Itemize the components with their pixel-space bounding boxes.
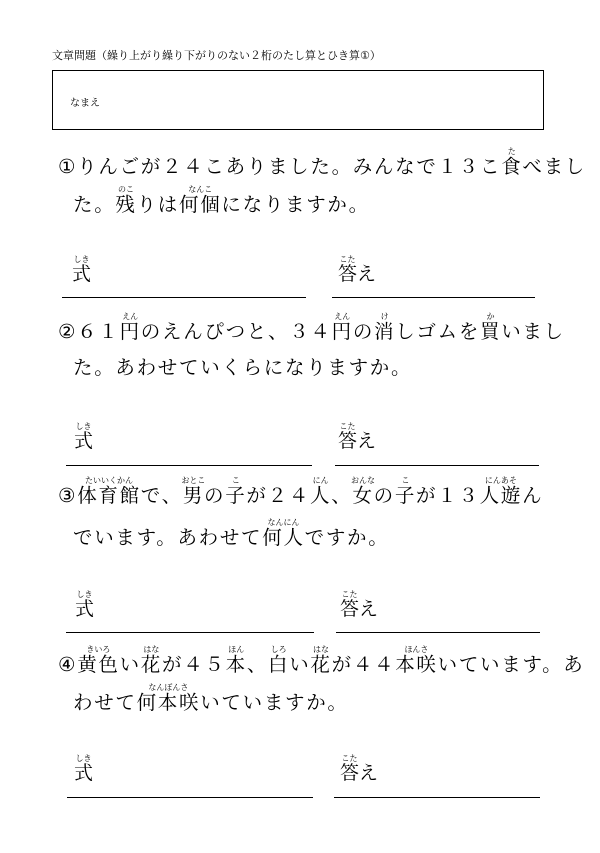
- problem-text: 、: [246, 653, 269, 676]
- problem-text: が４５: [162, 653, 226, 676]
- problem-text: いています。あ: [437, 653, 585, 676]
- furigana-word: 食た: [501, 147, 523, 178]
- furigana-reading: こた: [338, 422, 357, 431]
- furigana-reading: こた: [340, 590, 359, 599]
- problem-3-line-2: [73, 518, 389, 550]
- furigana-word: 子こ: [225, 476, 247, 507]
- formula-answer-line[interactable]: [66, 465, 312, 466]
- furigana-reading: きいろ: [77, 645, 120, 654]
- shiki-label: [74, 754, 93, 785]
- problem-text: のえんぴつと、３４: [140, 320, 332, 343]
- furigana-word: 体育館たいいくかん: [77, 476, 141, 507]
- furigana-reading: のこ: [115, 185, 137, 194]
- problem-text: いまし: [501, 320, 565, 343]
- furigana-word: 消け: [374, 312, 396, 343]
- furigana-reading: こ: [225, 476, 247, 485]
- problem-text: になりますか。: [221, 193, 370, 216]
- problem-1-line-2: [73, 185, 370, 217]
- problem-text: でいます。あわせて: [73, 526, 263, 549]
- problem-text: の: [204, 484, 226, 507]
- furigana-reading: にんあそ: [479, 476, 523, 485]
- answer-line[interactable]: [334, 797, 540, 798]
- label-tail: え: [357, 430, 377, 452]
- problem-text: 、: [331, 484, 353, 507]
- furigana-reading: たいいくかん: [77, 476, 141, 485]
- furigana-reading: おとこ: [181, 476, 206, 485]
- kotae-label: [340, 754, 378, 785]
- problem-text: の: [352, 320, 375, 343]
- furigana-reading: しき: [74, 754, 93, 763]
- problem-text: ですか。: [304, 526, 390, 549]
- problem-text: の: [373, 484, 395, 507]
- problem-text: が４４: [331, 653, 396, 676]
- formula-answer-line[interactable]: [66, 632, 314, 633]
- furigana-reading: しき: [72, 255, 91, 264]
- furigana-word: 花はな: [310, 645, 332, 676]
- furigana-word: 円えん: [331, 312, 353, 343]
- answer-line[interactable]: [336, 632, 540, 633]
- label-word: 式しき: [74, 754, 94, 784]
- problem-text: いていますか。: [200, 691, 349, 714]
- furigana-reading: ほんさ: [395, 645, 438, 654]
- furigana-word: 円えん: [119, 312, 141, 343]
- kotae-label: [338, 422, 376, 453]
- shiki-label: [74, 422, 93, 453]
- furigana-reading: おんな: [351, 476, 376, 485]
- furigana-reading: なんにん: [262, 518, 305, 527]
- furigana-reading: こた: [338, 255, 357, 264]
- furigana-word: 花はな: [140, 645, 162, 676]
- problem-text: ん: [522, 484, 544, 507]
- furigana-reading: しき: [75, 590, 94, 599]
- label-word: 式しき: [74, 422, 94, 452]
- furigana-word: 本ほん: [225, 645, 247, 676]
- name-box[interactable]: [52, 70, 544, 130]
- furigana-word: 男おとこ: [181, 476, 206, 507]
- problem-2-line-2: [73, 352, 412, 380]
- furigana-reading: しろ: [268, 645, 290, 654]
- furigana-word: 女おんな: [351, 476, 376, 507]
- furigana-reading: ほん: [225, 645, 247, 654]
- furigana-word: 何個なんこ: [179, 185, 222, 216]
- furigana-reading: しき: [74, 422, 93, 431]
- problem-text: い: [119, 653, 141, 676]
- furigana-reading: にん: [310, 476, 332, 485]
- shiki-label: [72, 255, 91, 286]
- problem-text: ①りんごが２４こありました。みんなで１３こ: [58, 155, 502, 178]
- problem-4-line-1: [58, 645, 584, 677]
- label-word: 式しき: [72, 255, 92, 285]
- furigana-reading: なんこ: [179, 185, 222, 194]
- furigana-reading: なんぼんさ: [136, 683, 201, 692]
- problem-text: が２４: [246, 484, 311, 507]
- furigana-word: 白しろ: [268, 645, 290, 676]
- formula-answer-line[interactable]: [67, 797, 313, 798]
- label-tail: え: [359, 598, 379, 620]
- problem-text: で、: [140, 484, 183, 507]
- problem-3-line-1: [58, 476, 543, 508]
- problem-text: い: [289, 653, 311, 676]
- answer-line[interactable]: [335, 465, 539, 466]
- problem-1-line-1: [58, 147, 586, 179]
- furigana-reading: た: [501, 147, 523, 156]
- label-word: 答こた: [338, 255, 358, 285]
- furigana-word: 子こ: [394, 476, 417, 507]
- worksheet-title: 文章問題（繰り上がり繰り下がりのない２桁のたし算とひき算①）: [52, 49, 381, 62]
- furigana-reading: はな: [140, 645, 162, 654]
- label-word: 答こた: [340, 754, 360, 784]
- furigana-word: 何本咲なんぼんさ: [136, 683, 201, 714]
- furigana-word: 何人なんにん: [262, 518, 305, 549]
- kotae-label: [338, 255, 376, 286]
- furigana-reading: こ: [394, 476, 417, 485]
- problem-text: りは: [136, 193, 180, 216]
- furigana-word: 人遊にんあそ: [479, 476, 523, 507]
- answer-line[interactable]: [332, 297, 535, 298]
- furigana-word: 人にん: [310, 476, 332, 507]
- furigana-word: 黄色きいろ: [77, 645, 120, 676]
- kotae-label: [340, 590, 378, 621]
- label-word: 答こた: [340, 590, 360, 620]
- furigana-reading: はな: [310, 645, 332, 654]
- furigana-word: 買か: [480, 312, 502, 343]
- problem-text: た。: [73, 193, 116, 216]
- furigana-reading: か: [480, 312, 502, 321]
- furigana-reading: えん: [119, 312, 141, 321]
- label-tail: え: [357, 263, 377, 285]
- problem-text: わせて: [73, 691, 137, 714]
- shiki-label: [75, 590, 94, 621]
- problem-text: ④: [58, 653, 78, 676]
- name-label: なまえ: [70, 98, 100, 109]
- problem-text: が１３: [416, 484, 480, 507]
- label-tail: え: [359, 762, 379, 784]
- furigana-reading: け: [374, 312, 396, 321]
- problem-text: しゴムを: [395, 320, 481, 343]
- furigana-word: 本咲ほんさ: [395, 645, 438, 676]
- problem-2-line-1: [58, 312, 565, 344]
- label-word: 式しき: [75, 590, 95, 620]
- problem-text: ③: [58, 484, 78, 507]
- problem-text: た。あわせていくらになりますか。: [73, 356, 413, 379]
- label-word: 答こた: [338, 422, 358, 452]
- furigana-reading: えん: [331, 312, 353, 321]
- furigana-reading: こた: [340, 754, 359, 763]
- formula-answer-line[interactable]: [62, 297, 306, 298]
- problem-text: べまし: [522, 155, 586, 178]
- problem-4-line-2: [73, 683, 349, 715]
- problem-text: ②６１: [58, 320, 120, 343]
- furigana-word: 残のこ: [115, 185, 137, 216]
